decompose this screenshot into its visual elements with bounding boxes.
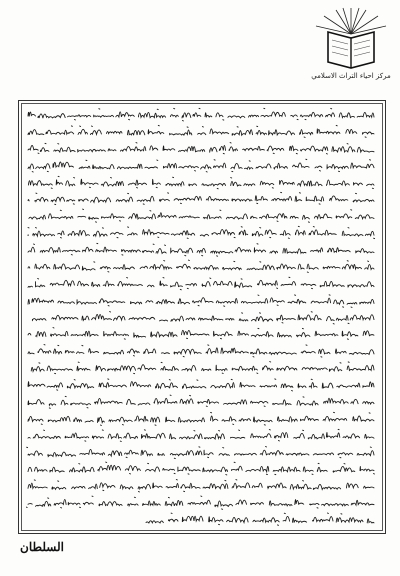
manuscript-line [26,207,376,223]
manuscript-line [26,157,376,173]
handwriting-stroke [26,277,374,290]
manuscript-line [26,444,376,460]
manuscript-line [26,511,376,527]
handwriting-stroke [28,108,374,121]
library-stamp [306,4,396,86]
manuscript-line [26,190,376,206]
handwriting-stroke [28,226,375,238]
handwriting-stroke [26,193,374,205]
handwriting-stroke [26,294,374,307]
handwriting-stroke [26,496,374,509]
manuscript-text-block [26,106,376,528]
manuscript-line [26,460,376,476]
handwriting-stroke [28,463,375,476]
manuscript-line [26,258,376,274]
handwriting-stroke [28,345,374,358]
handwriting-stroke [28,125,374,137]
handwriting-stroke [28,395,374,408]
handwriting-stroke [26,429,374,441]
handwriting-stroke [32,311,374,323]
manuscript-line [26,477,376,493]
handwriting-stroke [28,379,374,391]
manuscript-line [26,393,376,409]
handwriting-stroke [26,327,374,339]
manuscript-line [26,241,376,257]
handwriting-stroke [28,159,374,172]
handwriting-stroke [29,209,374,222]
open-book-sunburst-icon [306,4,396,74]
manuscript-line [26,224,376,240]
manuscript-line [26,342,376,358]
manuscript-line [26,123,376,139]
manuscript-line [26,427,376,443]
manuscript-line [26,275,376,291]
stamp-caption: مركز احياء التراث الاسلامي [311,72,391,80]
handwriting-stroke [146,513,374,525]
handwriting-stroke [28,243,374,256]
manuscript-line [26,376,376,392]
catchword: السلطان [20,540,64,554]
handwriting-stroke [28,142,374,153]
manuscript-line [26,410,376,426]
handwriting-stroke [28,412,374,425]
handwriting-stroke [31,362,374,374]
handwriting-stroke [27,446,374,458]
manuscript-line [26,140,376,156]
handwriting-stroke [28,480,374,492]
manuscript-line [26,494,376,510]
manuscript-line [26,359,376,375]
manuscript-line [26,292,376,308]
handwriting-stroke [28,260,374,272]
manuscript-line [26,325,376,341]
handwriting-stroke [28,176,374,189]
manuscript-line [26,106,376,122]
manuscript-line [26,174,376,190]
manuscript-line [26,309,376,325]
